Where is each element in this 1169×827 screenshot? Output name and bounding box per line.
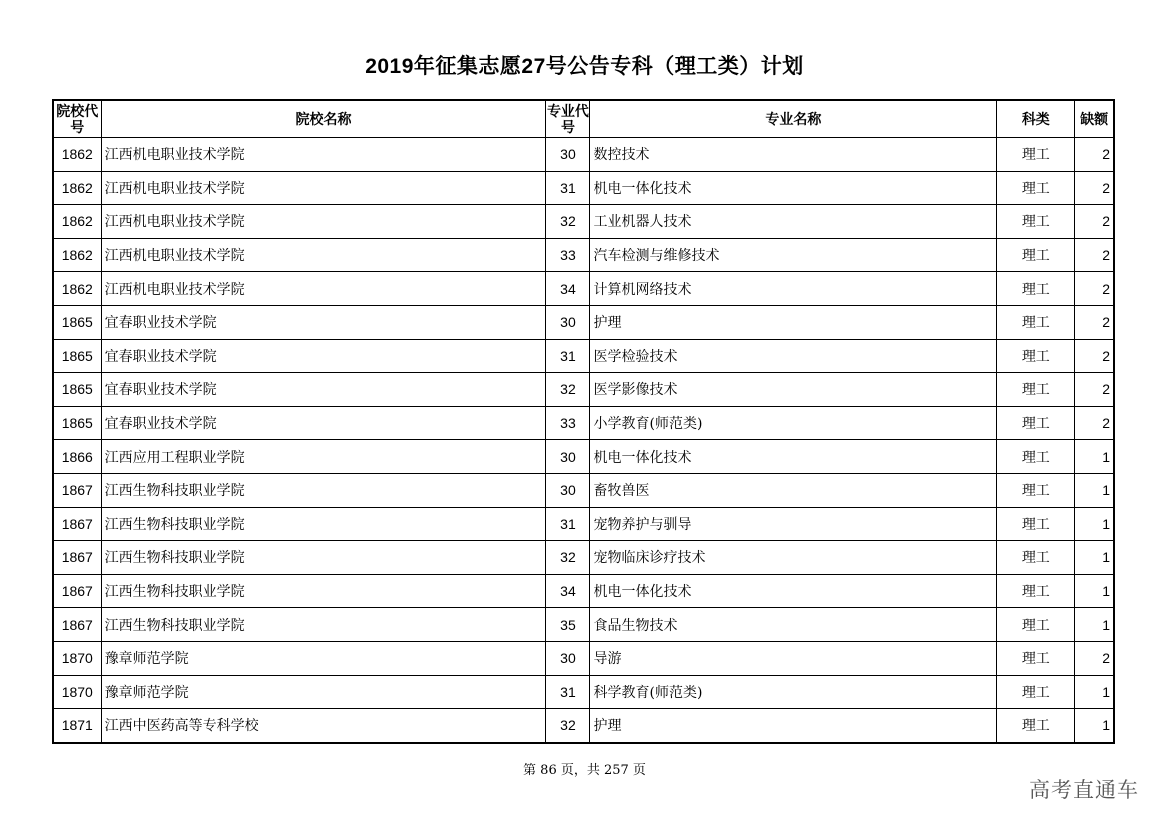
cell-school-code: 1862: [53, 171, 101, 205]
cell-vacancy: 2: [1075, 272, 1114, 306]
cell-major-name: 汽车检测与维修技术: [590, 238, 997, 272]
cell-major-name: 食品生物技术: [590, 608, 997, 642]
cell-school-code: 1862: [53, 205, 101, 239]
cell-school-code: 1865: [53, 305, 101, 339]
table-row: [53, 272, 1114, 306]
table-row: [53, 608, 1114, 642]
table-row: [53, 138, 1114, 172]
cell-school-code: 1866: [53, 440, 101, 474]
cell-vacancy: 1: [1075, 507, 1114, 541]
cell-school-name: 江西机电职业技术学院: [101, 205, 546, 239]
cell-school-name: 宜春职业技术学院: [101, 305, 546, 339]
cell-major-name: 畜牧兽医: [590, 473, 997, 507]
header-major-code: 专业代号: [546, 100, 590, 138]
table-row: [53, 440, 1114, 474]
cell-vacancy: 2: [1075, 171, 1114, 205]
cell-school-name: 江西机电职业技术学院: [101, 272, 546, 306]
cell-school-code: 1870: [53, 641, 101, 675]
cell-school-name: 江西生物科技职业学院: [101, 574, 546, 608]
cell-major-code: 30: [546, 473, 590, 507]
cell-major-name: 护理: [590, 709, 997, 743]
cell-major-code: 30: [546, 641, 590, 675]
table-row: [53, 473, 1114, 507]
table-row: [53, 406, 1114, 440]
cell-category: 理工: [997, 608, 1075, 642]
cell-vacancy: 2: [1075, 305, 1114, 339]
cell-vacancy: 2: [1075, 138, 1114, 172]
page-title: 2019年征集志愿27号公告专科（理工类）计划: [365, 55, 804, 78]
table-row: [53, 238, 1114, 272]
cell-school-name: 宜春职业技术学院: [101, 406, 546, 440]
cell-major-name: 工业机器人技术: [590, 205, 997, 239]
cell-school-name: 江西生物科技职业学院: [101, 507, 546, 541]
cell-major-code: 35: [546, 608, 590, 642]
cell-major-name: 导游: [590, 641, 997, 675]
cell-vacancy: 2: [1075, 373, 1114, 407]
cell-major-name: 护理: [590, 305, 997, 339]
header-school-name: 院校名称: [101, 100, 546, 138]
header-vacancy: 缺额: [1075, 100, 1114, 138]
watermark: 高考直通车: [1029, 778, 1139, 802]
cell-school-code: 1867: [53, 541, 101, 575]
cell-school-code: 1870: [53, 675, 101, 709]
cell-major-name: 计算机网络技术: [590, 272, 997, 306]
table-row: [53, 709, 1114, 743]
cell-major-code: 31: [546, 507, 590, 541]
cell-major-code: 33: [546, 238, 590, 272]
table-row: [53, 541, 1114, 575]
cell-school-code: 1862: [53, 272, 101, 306]
cell-school-code: 1867: [53, 473, 101, 507]
cell-school-name: 江西机电职业技术学院: [101, 171, 546, 205]
cell-category: 理工: [997, 171, 1075, 205]
cell-major-name: 小学教育(师范类): [590, 406, 997, 440]
cell-category: 理工: [997, 373, 1075, 407]
cell-vacancy: 1: [1075, 675, 1114, 709]
cell-vacancy: 1: [1075, 709, 1114, 743]
cell-category: 理工: [997, 440, 1075, 474]
cell-major-code: 32: [546, 709, 590, 743]
cell-major-name: 机电一体化技术: [590, 574, 997, 608]
table-row: [53, 675, 1114, 709]
cell-category: 理工: [997, 675, 1075, 709]
cell-major-code: 32: [546, 373, 590, 407]
cell-school-code: 1867: [53, 507, 101, 541]
header-category: 科类: [997, 100, 1075, 138]
cell-major-name: 医学检验技术: [590, 339, 997, 373]
table-row: [53, 373, 1114, 407]
cell-school-name: 江西中医药高等专科学校: [101, 709, 546, 743]
cell-vacancy: 2: [1075, 339, 1114, 373]
cell-vacancy: 2: [1075, 641, 1114, 675]
cell-vacancy: 1: [1075, 608, 1114, 642]
cell-category: 理工: [997, 272, 1075, 306]
cell-school-code: 1865: [53, 339, 101, 373]
page-footer: 第 86 页，共 257 页: [523, 763, 646, 778]
cell-category: 理工: [997, 339, 1075, 373]
cell-school-code: 1865: [53, 373, 101, 407]
cell-vacancy: 1: [1075, 473, 1114, 507]
cell-category: 理工: [997, 641, 1075, 675]
table-row: [53, 205, 1114, 239]
cell-school-code: 1867: [53, 574, 101, 608]
cell-category: 理工: [997, 238, 1075, 272]
cell-category: 理工: [997, 541, 1075, 575]
cell-major-code: 32: [546, 205, 590, 239]
cell-school-name: 江西生物科技职业学院: [101, 608, 546, 642]
cell-school-code: 1871: [53, 709, 101, 743]
cell-school-name: 宜春职业技术学院: [101, 373, 546, 407]
cell-school-name: 宜春职业技术学院: [101, 339, 546, 373]
table-row: [53, 171, 1114, 205]
cell-school-code: 1865: [53, 406, 101, 440]
cell-school-name: 豫章师范学院: [101, 675, 546, 709]
cell-school-name: 豫章师范学院: [101, 641, 546, 675]
cell-vacancy: 2: [1075, 406, 1114, 440]
cell-major-name: 数控技术: [590, 138, 997, 172]
cell-major-name: 机电一体化技术: [590, 171, 997, 205]
cell-school-code: 1862: [53, 238, 101, 272]
cell-major-name: 机电一体化技术: [590, 440, 997, 474]
cell-major-code: 31: [546, 339, 590, 373]
cell-category: 理工: [997, 205, 1075, 239]
cell-vacancy: 1: [1075, 574, 1114, 608]
plan-table: [52, 99, 1115, 744]
table-row: [53, 305, 1114, 339]
table-row: [53, 507, 1114, 541]
cell-category: 理工: [997, 507, 1075, 541]
cell-major-code: 30: [546, 305, 590, 339]
cell-major-name: 宠物临床诊疗技术: [590, 541, 997, 575]
cell-major-code: 31: [546, 675, 590, 709]
cell-major-code: 34: [546, 272, 590, 306]
cell-major-code: 30: [546, 440, 590, 474]
cell-major-code: 34: [546, 574, 590, 608]
cell-major-code: 33: [546, 406, 590, 440]
cell-school-code: 1867: [53, 608, 101, 642]
cell-vacancy: 1: [1075, 440, 1114, 474]
cell-category: 理工: [997, 138, 1075, 172]
cell-major-code: 31: [546, 171, 590, 205]
cell-school-name: 江西机电职业技术学院: [101, 138, 546, 172]
table-body: [53, 138, 1114, 743]
header-school-code: 院校代号: [53, 100, 101, 138]
cell-major-code: 32: [546, 541, 590, 575]
cell-school-name: 江西生物科技职业学院: [101, 473, 546, 507]
cell-major-name: 宠物养护与驯导: [590, 507, 997, 541]
cell-vacancy: 2: [1075, 238, 1114, 272]
cell-category: 理工: [997, 574, 1075, 608]
cell-category: 理工: [997, 709, 1075, 743]
cell-major-code: 30: [546, 138, 590, 172]
cell-major-name: 科学教育(师范类): [590, 675, 997, 709]
cell-school-code: 1862: [53, 138, 101, 172]
table-row: [53, 641, 1114, 675]
cell-category: 理工: [997, 305, 1075, 339]
table-header-row: [53, 100, 1114, 138]
cell-school-name: 江西应用工程职业学院: [101, 440, 546, 474]
table-row: [53, 339, 1114, 373]
cell-major-name: 医学影像技术: [590, 373, 997, 407]
cell-category: 理工: [997, 406, 1075, 440]
cell-school-name: 江西生物科技职业学院: [101, 541, 546, 575]
header-major-name: 专业名称: [590, 100, 997, 138]
cell-category: 理工: [997, 473, 1075, 507]
cell-vacancy: 1: [1075, 541, 1114, 575]
cell-vacancy: 2: [1075, 205, 1114, 239]
cell-school-name: 江西机电职业技术学院: [101, 238, 546, 272]
table-row: [53, 574, 1114, 608]
